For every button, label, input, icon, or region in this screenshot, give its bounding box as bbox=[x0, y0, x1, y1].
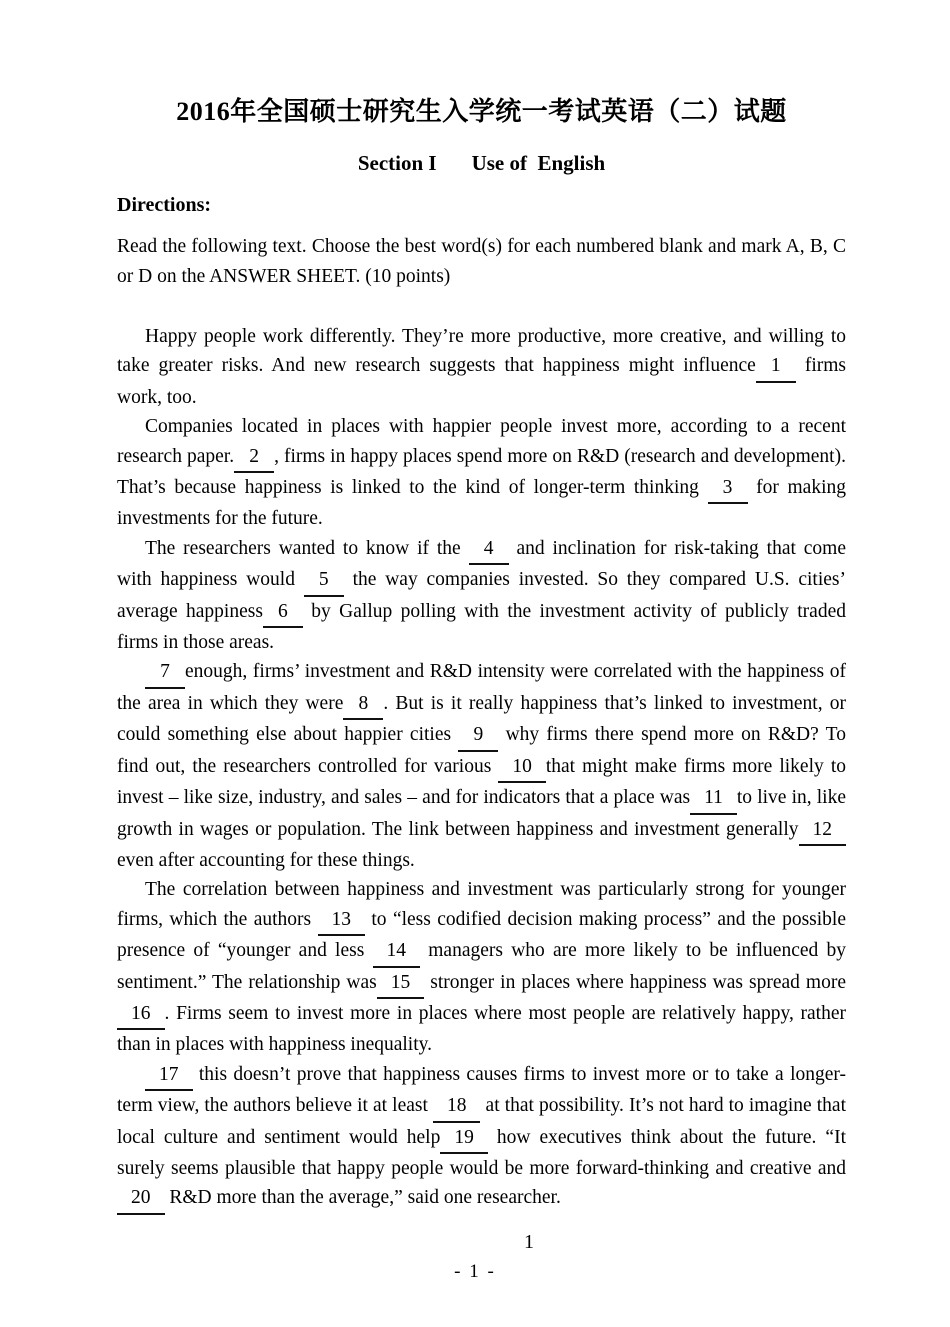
blank-2: 2 bbox=[234, 442, 274, 473]
cloze-passage bbox=[117, 322, 846, 1215]
passage-paragraph-4: 7 enough, firms’ investment and R&D intensity were correlated with the happiness of the area in which they were 8 . But is it really happiness that’s linked to investment, or could something else about happier cities 9 why firms there spend more on R&D? To find out, the researchers controlled for various 10 that might make firms more likely to invest – like size, industry, and sales – and for indicators that a place was 11 to live in, like growth in wages or population. The link between happiness and investment generally 12 even after accounting for these things. bbox=[117, 657, 846, 875]
section-label: Section I bbox=[357, 151, 437, 175]
blank-11: 11 bbox=[690, 783, 737, 814]
page-content bbox=[117, 0, 846, 1215]
blank-16: 16 bbox=[117, 999, 165, 1030]
blank-5: 5 bbox=[304, 565, 344, 596]
passage-paragraph-2: Companies located in places with happier people invest more, according to a recent research paper. 2 , firms in happy places spend more on R&D (research and development). That’s because happiness is linked to the kind of longer-term thinking 3 for making investments for the future. bbox=[117, 416, 846, 530]
directions-text: Read the following text. Choose the best word(s) for each numbered blank and mark A, B, C or D on the ANSWER SHEET. (10 points) bbox=[117, 236, 846, 287]
blank-14: 14 bbox=[373, 936, 421, 967]
page-number-inner: 1 bbox=[524, 1231, 534, 1253]
section-heading bbox=[117, 149, 846, 177]
blank-13: 13 bbox=[318, 905, 366, 936]
blank-10: 10 bbox=[498, 752, 546, 783]
passage-paragraph-1: Happy people work differently. They’re more productive, more creative, and willing to take greater risks. And new research suggests that happiness might influence 1 firms work, too. bbox=[117, 326, 846, 408]
directions-heading: Directions: bbox=[117, 194, 212, 216]
blank-17: 17 bbox=[145, 1060, 193, 1091]
blank-7: 7 bbox=[145, 657, 185, 688]
section-name: Use of English bbox=[471, 151, 606, 175]
blank-9: 9 bbox=[458, 720, 498, 751]
passage-paragraph-5: The correlation between happiness and investment was particularly strong for younger firms, which the authors 13 to “less codified decision making process” and the possible presence of “younger and less 14 managers who are more likely to be influenced by sentiment.” The relationship was 15 stronger in places where happiness was spread more16 . Firms seem to invest more in places where most people are relatively happy, rather than in places with happiness inequality. bbox=[117, 879, 847, 1056]
passage-paragraph-6: 17 this doesn’t prove that happiness causes firms to invest more or to take a longer-term view, the authors believe it at least 18 at that possibility. It’s not hard to imagine that local culture and sentiment would help 19 how executives think about the future. “It surely seems plausible that happy people would be more forward-thinking and creative and 20 R&D more than the average,” said one researcher. bbox=[117, 1060, 846, 1215]
blank-8: 8 bbox=[343, 689, 383, 720]
blank-12: 12 bbox=[799, 815, 847, 846]
blank-6: 6 bbox=[263, 597, 303, 628]
blank-19: 19 bbox=[440, 1123, 488, 1154]
blank-4: 4 bbox=[469, 534, 509, 565]
blank-3: 3 bbox=[708, 473, 748, 504]
blank-15: 15 bbox=[377, 968, 425, 999]
blank-18: 18 bbox=[433, 1091, 481, 1122]
passage-paragraph-3: The researchers wanted to know if the 4 and inclination for risk-taking that come with happiness would 5 the way companies invested. So they compared U.S. cities’ average happiness 6 by Gallup polling with the investment activity of publicly traded firms in those areas. bbox=[117, 534, 846, 658]
blank-1: 1 bbox=[756, 351, 796, 382]
page-number-footer: - 1 - bbox=[454, 1261, 496, 1282]
document-title: 2016年全国硕士研究生入学统一考试英语（二）试题 bbox=[176, 97, 787, 126]
blank-20: 20 bbox=[117, 1183, 165, 1214]
